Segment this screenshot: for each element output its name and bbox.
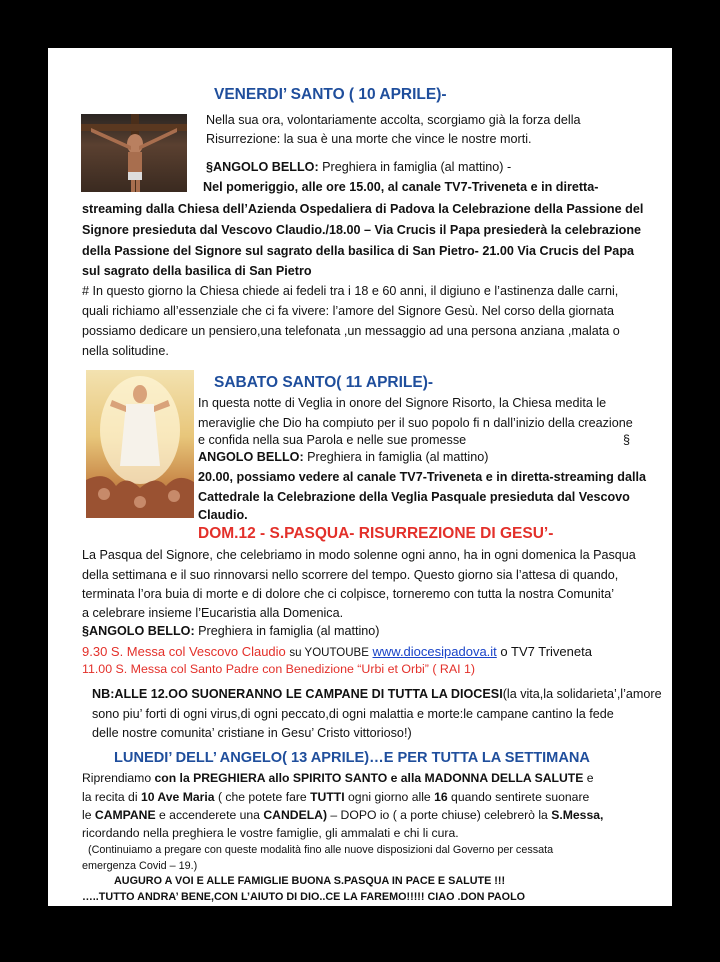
monday-l1a: Riprendiamo [82, 771, 152, 785]
diocesi-link[interactable]: www.diocesipadova.it [372, 644, 497, 659]
saturday-intro-1: In questa notte di Veglia in onore del Signore Risorto, la Chiesa medita le [198, 396, 607, 410]
monday-note-2: emergenza Covid – 19.) [82, 860, 198, 872]
easter-angolo-label: §ANGOLO BELLO: [82, 624, 195, 638]
saturday-section-mark: § [623, 433, 631, 447]
friday-afternoon-2: streaming dalla Chiesa dell’Azienda Ospedaliera di Padova la Celebrazione della Passione del [82, 202, 644, 216]
saturday-angolo-label: ANGOLO BELLO: [198, 450, 304, 464]
nb-rest: (la vita,la solidarieta’,l’amore [502, 687, 662, 701]
monday-line-4: ricordando nella preghiera le vostre famiglie, gli ammalati e chi li cura. [82, 826, 459, 840]
saturday-heading: SABATO SANTO( 11 APRILE)- [214, 374, 434, 391]
friday-fasting-1: # In questo giorno la Chiesa chiede ai fedeli tra i 18 e 60 anni, il digiuno e l’astinenza dalle carni, [82, 284, 619, 298]
monday-l2d: TUTTI [310, 790, 345, 804]
monday-l2f: 16 [434, 790, 448, 804]
saturday-vigil-1: 20.00, possiamo vedere al canale TV7-Triveneta e in diretta-streaming dalla [198, 470, 646, 484]
mass1-time: 9.30 S. Messa col Vescovo Claudio [82, 644, 286, 659]
saturday-vigil-3: Claudio. [198, 508, 248, 522]
easter-angolo-text: Preghiera in famiglia (al mattino) [198, 624, 380, 638]
easter-angolo-line [82, 622, 379, 642]
mass1-su: su YOUTOUBE [289, 647, 369, 659]
easter-heading: DOM.12 - S.PASQUA- RISURREZIONE DI GESU’- [198, 525, 554, 542]
monday-l3d: CANDELA) [263, 808, 327, 822]
saturday-angolo-text: Preghiera in famiglia (al mattino) [307, 450, 489, 464]
crucifix-image [81, 114, 187, 192]
monday-l1c: e [586, 771, 594, 785]
monday-line-3 [82, 806, 603, 826]
monday-l2b: 10 Ave Maria [140, 790, 215, 804]
monday-l2e: ogni giorno alle [348, 790, 431, 804]
easter-text-1: La Pasqua del Signore, che celebriamo in modo solenne ogni anno, ha in ogni domenica la Pasqua [82, 548, 636, 562]
monday-l1b: con la PREGHIERA allo SPIRITO SANTO e alla MADONNA DELLA SALUTE [154, 771, 584, 785]
friday-afternoon-5: sul sagrato della basilica di San Pietro [82, 264, 312, 278]
nb-bold: NB:ALLE 12.OO SUONERANNO LE CAMPANE DI TUTTA LA DIOCESI [92, 687, 503, 701]
nb-line-3: delle nostre comunita’ cristiane in Gesu’ Cristo vittorioso!) [92, 726, 412, 740]
friday-fasting-2: quali richiamo all’essenziale che ci fa vivere: l’amore del Signore Gesù. Nel corso della giornata [82, 304, 614, 318]
easter-mass2: 11.00 S. Messa col Santo Padre con Benedizione “Urbi et Orbi” ( RAI 1) [82, 662, 476, 676]
monday-l3b: CAMPANE [94, 808, 156, 822]
monday-l2c: ( che potete fare [217, 790, 307, 804]
resurrection-image [86, 370, 194, 518]
mass1-tv: o TV7 Triveneta [500, 644, 592, 659]
document-page [48, 48, 672, 906]
friday-afternoon-4: della Passione del Signore sul sagrato della basilica di San Pietro- 21.00 Via Crucis del Papa [82, 244, 635, 258]
monday-l3c: e accenderete una [159, 808, 260, 822]
monday-line-2 [82, 788, 589, 808]
friday-fasting-4: nella solitudine. [82, 344, 169, 358]
saturday-angolo-line [198, 448, 488, 468]
monday-l2g: quando sentirete suonare [451, 790, 590, 804]
friday-heading: VENERDI’ SANTO ( 10 APRILE)- [214, 86, 447, 103]
friday-angolo-line [206, 158, 511, 178]
friday-fasting-3: possiamo dedicare un pensiero,una telefonata ,un messaggio ad una persona anziana ,malata o [82, 324, 620, 338]
friday-intro-2: Risurrezione: la sua è una morte che vince le nostre morti. [206, 132, 532, 146]
friday-angolo-label: §ANGOLO BELLO: [206, 160, 319, 174]
easter-text-2: della settimana e il suo rinnovarsi nello scorrere del tempo. Questo giorno sia l’attesa di quando, [82, 568, 619, 582]
friday-intro-1: Nella sua ora, volontariamente accolta, scorgiamo già la forza della [206, 113, 581, 127]
monday-l2a: la recita di [82, 790, 138, 804]
saturday-vigil-2: Cattedrale la Celebrazione della Veglia Pasquale presieduta dal Vescovo [198, 490, 630, 504]
saturday-intro-2: meraviglie che Dio ha compiuto per il suo popolo fi n dall’inizio della creazione [198, 416, 633, 430]
closing-2: …..TUTTO ANDRA’ BENE,CON L’AIUTO DI DIO..CE LA FAREMO!!!!! CIAO .DON PAOLO [82, 891, 526, 903]
closing-1: AUGURO A VOI E ALLE FAMIGLIE BUONA S.PASQUA IN PACE E SALUTE !!! [114, 875, 506, 887]
nb-line-2: sono piu’ forti di ogni virus,di ogni peccato,di ogni malattia e morte:le campane cantino la fede [92, 707, 614, 721]
monday-heading: LUNEDI’ DELL’ ANGELO( 13 APRILE)…E PER TUTTA LA SETTIMANA [114, 750, 590, 766]
monday-l3f: S.Messa, [551, 808, 604, 822]
easter-text-3: terminata l’ora buia di morte e di dolore che ci colpisce, torneremo con tutta la nostra Comunita’ [82, 587, 614, 601]
saturday-intro-3: e confida nella sua Parola e nelle sue promesse [198, 433, 467, 447]
friday-angolo-text: Preghiera in famiglia (al mattino) - [322, 160, 512, 174]
friday-afternoon-1: Nel pomeriggio, alle ore 15.00, al canale TV7-Triveneta e in diretta- [203, 180, 599, 194]
easter-text-4: a celebrare insieme l’Eucaristia alla Domenica. [82, 606, 344, 620]
monday-l3e: – DOPO io ( a porte chiuse) celebrerò la [330, 808, 548, 822]
monday-note-1: (Continuiamo a pregare con queste modalità fino alle nuove disposizioni dal Governo per cessata [88, 844, 554, 856]
friday-afternoon-3: Signore presieduta dal Vescovo Claudio./18.00 – Via Crucis il Papa presiederà la celebrazione [82, 223, 642, 237]
monday-line-1 [82, 769, 594, 789]
nb-line-1 [92, 685, 662, 705]
monday-l3a: le [82, 808, 92, 822]
